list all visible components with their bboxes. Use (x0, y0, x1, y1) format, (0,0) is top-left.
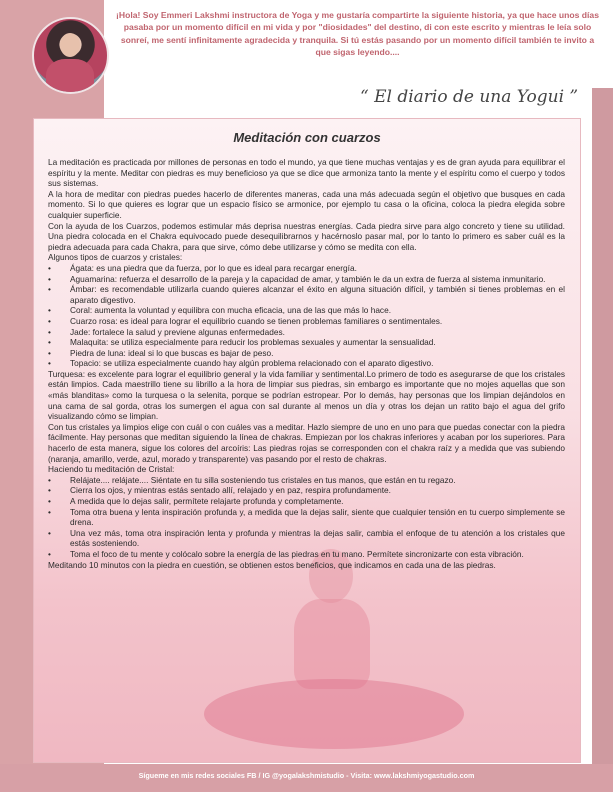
stone-list-item: • Jade: fortalece la salud y previene algunas enfermedades. (48, 326, 285, 337)
step-list-item: • Relájate.... relájate.... Siéntate en tu silla sosteniendo tus cristales en tus manos, que están en tu regazo. (48, 474, 456, 485)
footer-social-text: Sígueme en mis redes sociales FB / IG @yogalakshmistudio - Visita: www.lakshmiyogastudio.com (138, 771, 475, 780)
article-title: Meditación con cuarzos (233, 130, 381, 145)
bullet-icon: • (48, 347, 51, 358)
bullet-icon: • (48, 548, 51, 559)
paragraph: Con tus cristales ya limpios elige con cuál o con cuáles vas a meditar. Hazlo siempre de uno en uno para que puedas conectar con la piedra fácilmente. Hay personas que meditan siguiendo la línea de chakras. Empiezan por los chakras inferiores y acaban por los superiores. Para hacerlo de esta manera, sigue los colores del arcoíris: Las piedras rojas se corresponden con el chakra raíz y a medida que vas subiendo (naranja, amarillo, verde, azul, morado y transparente) vas pasando por el resto de chakras. (48, 421, 565, 464)
bullet-icon: • (48, 506, 51, 517)
bullet-icon: • (48, 474, 51, 485)
yogi-torso (294, 599, 370, 689)
paragraph: Con la ayuda de los Cuarzos, podemos estimular más deprisa nuestras energías. Cada piedra sirve para algo concreto y tiene su utilidad. Una piedra colocada en el Chakra equivocado puede desequilibrarnos y hacérnoslo pasar mal, por lo tanto lo primero es saber cuál es la piedra adecuada para cada Chakra, para que sirve, cómo debe utilizarse y cómo se medita con ella. (48, 220, 565, 252)
stone-list-item: • Coral: aumenta la voluntad y equilibra con mucha eficacia, una de las que más lo hace. (48, 305, 392, 316)
stone-list-item: • Malaquita: se utiliza especialmente para reducir los problemas sexuales y aumentar la sensualidad. (48, 337, 436, 348)
bullet-icon: • (48, 315, 51, 326)
stone-list-item: • Cuarzo rosa: es ideal para lograr el equilibrio cuando se tienen problemas familiares o sentimentales. (48, 315, 443, 326)
paragraph: Turquesa: es excelente para lograr el equilibrio general y la vida familiar y sentimental.Lo primero de todo es asegurarse de que los cristales están limpios. Cada maestrillo tiene su librillo a la hora de limpiar sus piedras, sin embargo es importante que no mojes aquellas que son «más blanditas» como la turquesa o la selenita, porque se podrían estropear. Por lo demás, hay personas que los limpian dejándolos en una cama de sal gorda, otras los sumergen el agua con sal durante al menos un día y otras los dejan un ratito bajo el agua del grifo visualizando cómo se limpian. (48, 368, 565, 422)
paragraph: Meditando 10 minutos con la piedra en cuestión, se obtienen estos beneficios, que indicamos en cada una de las piedras. (48, 559, 496, 570)
yoga-figure-illustration (184, 539, 484, 759)
step-list-item: • Toma otra buena y lenta inspiración profunda y, a medida que la dejas salir, siente que cualquier tensión en tu cuerpo simplemente se drena. (48, 506, 565, 528)
paragraph: Algunos tipos de cuarzos y cristales: (48, 252, 183, 263)
avatar-body (46, 59, 94, 94)
bullet-icon: • (48, 337, 51, 348)
article-body (48, 157, 565, 570)
avatar-face (60, 33, 80, 57)
paragraph: Haciendo tu meditación de Cristal: (48, 464, 175, 475)
step-list-item: • Una vez más, toma otra inspiración lenta y profunda y mientras la dejas salir, cambia el enfoque de tu atención a los cristales que estás sosteniendo. (48, 527, 565, 549)
bullet-icon: • (48, 326, 51, 337)
yogi-legs (204, 679, 464, 749)
bullet-icon: • (48, 358, 51, 369)
bullet-icon: • (48, 496, 51, 506)
right-decorative-band (592, 88, 613, 792)
paragraph: A la hora de meditar con piedras puedes hacerlo de diferentes maneras, cada una más adecuada según el objetivo que busques en cada momento. Si lo que quieres es lograr que un espacio físico se armonice, por ejemplo tu casa o la oficina, coloca la piedra elegida sobre cualquier superficie. (48, 188, 565, 220)
stone-list-item: • Piedra de luna: ideal si lo que buscas es bajar de peso. (48, 347, 274, 358)
stone-list-item: • Topacio: se utiliza especialmente cuando hay algún problema relacionado con el aparato digestivo. (48, 358, 434, 369)
stone-list-item: • Aguamarina: refuerza el desarrollo de la pareja y la capacidad de amar, y también le da un extra de fuerza al sistema inmunitario. (48, 273, 546, 284)
bullet-icon: • (48, 273, 51, 284)
author-avatar (32, 17, 109, 94)
bullet-icon: • (48, 527, 51, 538)
stone-list-item: • Ágata: es una piedra que da fuerza, por lo que es ideal para recargar energía. (48, 262, 357, 273)
paragraph: La meditación es practicada por millones de personas en todo el mundo, ya que tiene muchas ventajas y es de gran ayuda para equilibrar el espíritu y la mente. Meditar con piedras es muy beneficioso ya que se dice que armoniza tanto la mente y el espíritu como el cuerpo y todos sus sistemas. (48, 157, 565, 189)
step-list-item: • Toma el foco de tu mente y colócalo sobre la energía de las piedras en tu mano. Permítete sincronizarte con esta vibración. (48, 548, 524, 559)
intro-text: ¡Hola! Soy Emmeri Lakshmi instructora de Yoga y me gustaría compartirte la siguiente historia, ya que hace unos días pasaba por un momento difícil en mi vida y por "diosidades" del destino, di con este escrito y mientras le leía solo sonreí, me sentí infinitamente agradecida y tranquila. Si tú estás pasando por un momento difícil también te invito a que sigas leyendo.... (116, 10, 599, 57)
step-list-item: • A medida que lo dejas salir, permítete relajarte profunda y completamente. (48, 496, 344, 506)
bullet-icon: • (48, 262, 51, 273)
diary-title: “ El diario de una Yogui ” (360, 87, 579, 107)
bullet-icon: • (48, 305, 51, 316)
bullet-icon: • (48, 485, 51, 496)
bullet-icon: • (48, 284, 51, 295)
step-list-item: • Cierra los ojos, y mientras estás sentado allí, relajado y en paz, respira profundamente. (48, 485, 391, 496)
stone-list-item: • Ámbar: es recomendable utilizarla cuando quieres alcanzar el éxito en alguna situación difícil, y también si tienes problemas en el aparato digestivo. (48, 284, 565, 305)
article-panel (33, 118, 581, 763)
